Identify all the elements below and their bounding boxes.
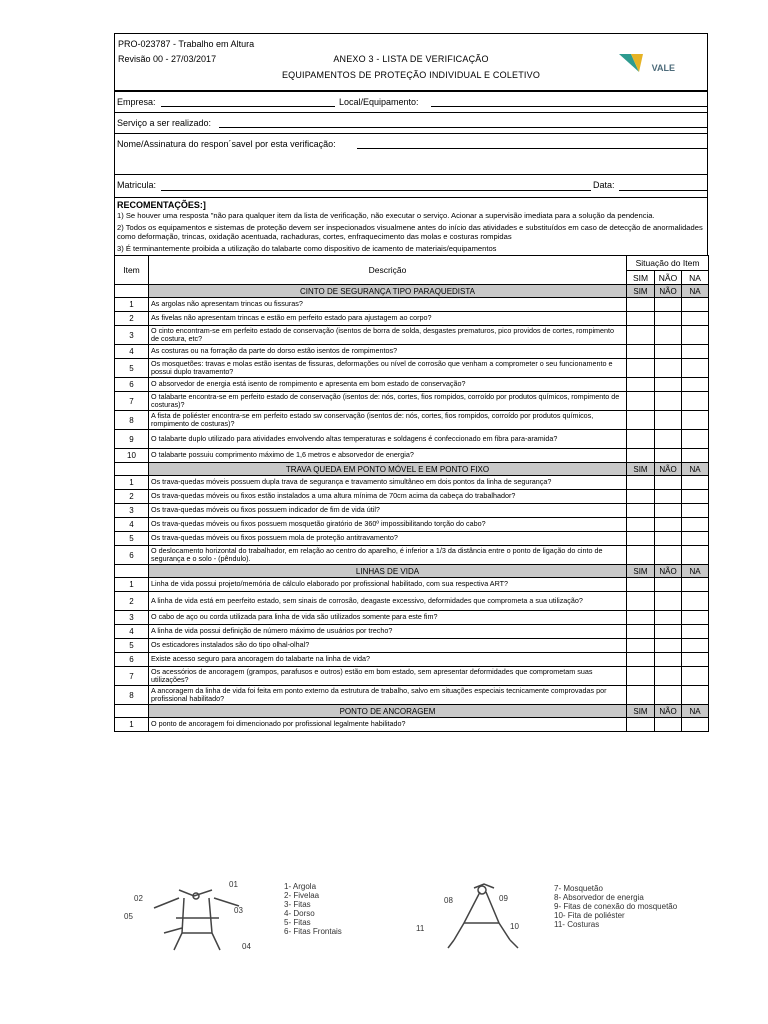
checklist-table bbox=[114, 255, 709, 732]
check-cell-na[interactable] bbox=[682, 546, 709, 565]
check-cell-nao[interactable] bbox=[655, 667, 682, 686]
check-cell-sim[interactable] bbox=[627, 312, 655, 326]
item-description: A linha de vida possui definição de número máximo de usuários por trecho? bbox=[149, 625, 627, 639]
table-row bbox=[115, 326, 709, 345]
check-cell-na[interactable] bbox=[682, 667, 709, 686]
harness-label-01: 01 bbox=[229, 880, 238, 889]
item-number: 7 bbox=[115, 392, 149, 411]
check-cell-sim[interactable] bbox=[627, 611, 655, 625]
check-cell-nao[interactable] bbox=[655, 411, 682, 430]
check-cell-sim[interactable] bbox=[627, 718, 655, 732]
lanyard-label-09: 09 bbox=[499, 894, 508, 903]
doc-subtitle: EQUIPAMENTOS DE PROTEÇÃO INDIVIDUAL E COLETIVO bbox=[281, 70, 541, 80]
item-number: 1 bbox=[115, 718, 149, 732]
item-description: Os trava-quedas móveis ou fixos possuem mola de proteção antitravamento? bbox=[149, 532, 627, 546]
section-col-sim: SIM bbox=[627, 463, 655, 476]
table-row bbox=[115, 611, 709, 625]
item-description: O ponto de ancoragem foi dimencionado por profissional legalmente habilitado? bbox=[149, 718, 627, 732]
section-col-nao: NÃO bbox=[655, 463, 682, 476]
matricula-row bbox=[115, 174, 707, 197]
item-description: O talabarte possuiu comprimento máximo de 1,6 metros e absorvedor de energia? bbox=[149, 449, 627, 463]
legend-item: 5- Fitas bbox=[284, 918, 311, 927]
item-number: 3 bbox=[115, 326, 149, 345]
harness-label-05: 05 bbox=[124, 912, 133, 921]
item-description: O cinto encontram-se em perfeito estado de conservação (isentos de borra de solda, desgastes prematuros, pico providos de cortes, rompimento de costura, etc? bbox=[149, 326, 627, 345]
item-number: 10 bbox=[115, 449, 149, 463]
empresa-field[interactable] bbox=[161, 106, 335, 107]
legend-item: 8- Absorvedor de energia bbox=[554, 893, 644, 902]
recommendations-title: RECOMENTAÇÕES:] bbox=[117, 200, 206, 210]
item-number: 1 bbox=[115, 476, 149, 490]
legend-item: 10- Fita de poliéster bbox=[554, 911, 625, 920]
item-number: 5 bbox=[115, 359, 149, 378]
col-status-header: Situação do Item bbox=[627, 256, 709, 271]
harness-label-03: 03 bbox=[234, 906, 243, 915]
item-description: A linha de vida está em peerfeito estado, sem sinais de corrosão, deagaste excessivo, deformidades que comprometa a sua utilização? bbox=[149, 592, 627, 611]
item-number: 3 bbox=[115, 504, 149, 518]
document-header bbox=[114, 33, 708, 90]
item-number: 5 bbox=[115, 639, 149, 653]
empresa-label: Empresa: bbox=[117, 97, 156, 107]
harness-label-04: 04 bbox=[242, 942, 251, 951]
data-label: Data: bbox=[593, 180, 615, 190]
check-cell-na[interactable] bbox=[682, 578, 709, 592]
table-row bbox=[115, 449, 709, 463]
recommendation-2: 2) Todos os equipamentos e sistemas de proteção devem ser inspecionados visualmene antes do início das atividades e substituídos em caso de detecção de anormalidades como deformação, trincas, oxidação acentuada, rachaduras, cortes, enfraquecimento das molas e costuras rompidas bbox=[117, 223, 703, 241]
section-header-row bbox=[115, 285, 709, 298]
check-cell-nao[interactable] bbox=[655, 546, 682, 565]
check-cell-nao[interactable] bbox=[655, 686, 682, 705]
check-cell-sim[interactable] bbox=[627, 686, 655, 705]
doc-revision: Revisão 00 - 27/03/2017 bbox=[118, 54, 217, 64]
table-row bbox=[115, 578, 709, 592]
section-col-sim: SIM bbox=[627, 565, 655, 578]
check-cell-nao[interactable] bbox=[655, 449, 682, 463]
table-row bbox=[115, 345, 709, 359]
check-cell-sim[interactable] bbox=[627, 298, 655, 312]
table-row bbox=[115, 359, 709, 378]
item-number: 4 bbox=[115, 518, 149, 532]
check-cell-nao[interactable] bbox=[655, 611, 682, 625]
item-description: Linha de vida possui projeto/memória de cálculo elaborado por profissional habilitado, com sua respectiva ART? bbox=[149, 578, 627, 592]
item-number: 6 bbox=[115, 378, 149, 392]
check-cell-nao[interactable] bbox=[655, 504, 682, 518]
col-sim-header: SIM bbox=[627, 271, 655, 285]
recommendation-1: 1) Se houver uma resposta "não para qualquer item da lista de verificação, não executar o serviço. Acionar a supervisão imediata para a solução da pendencia. bbox=[117, 211, 655, 220]
check-cell-nao[interactable] bbox=[655, 326, 682, 345]
item-description: Os acessórios de ancoragem (grampos, parafusos e outros) estão em bom estado, sem apresentar deformidades que comprometam suas utilizações? bbox=[149, 667, 627, 686]
servico-field[interactable] bbox=[219, 127, 707, 128]
item-description: As costuras ou na forração da parte do dorso estão isentos de rompimentos? bbox=[149, 345, 627, 359]
doc-code: PRO-023787 - Trabalho em Altura bbox=[118, 39, 255, 49]
check-cell-nao[interactable] bbox=[655, 532, 682, 546]
item-number: 4 bbox=[115, 625, 149, 639]
check-cell-nao[interactable] bbox=[655, 359, 682, 378]
check-cell-nao[interactable] bbox=[655, 430, 682, 449]
item-description: O absorvedor de energia está isento de rompimento e apresenta em bom estado de conservação? bbox=[149, 378, 627, 392]
check-cell-sim[interactable] bbox=[627, 592, 655, 611]
item-number: 7 bbox=[115, 667, 149, 686]
check-cell-sim[interactable] bbox=[627, 378, 655, 392]
check-cell-sim[interactable] bbox=[627, 392, 655, 411]
check-cell-sim[interactable] bbox=[627, 625, 655, 639]
table-row bbox=[115, 430, 709, 449]
item-number: 2 bbox=[115, 312, 149, 326]
section-header-row bbox=[115, 705, 709, 718]
nome-row bbox=[115, 133, 707, 174]
table-row bbox=[115, 518, 709, 532]
item-description: As argolas não apresentam trincas ou fissuras? bbox=[149, 298, 627, 312]
item-number: 6 bbox=[115, 653, 149, 667]
section-col-na: NA bbox=[682, 705, 709, 718]
check-cell-nao[interactable] bbox=[655, 653, 682, 667]
table-row bbox=[115, 532, 709, 546]
check-cell-sim[interactable] bbox=[627, 639, 655, 653]
recommendation-3: 3) É terminantemente proibida a utilização do talabarte como dispositivo de icamento de materiais/equipamentos bbox=[117, 244, 497, 253]
check-cell-na[interactable] bbox=[682, 518, 709, 532]
lanyard-label-10: 10 bbox=[510, 922, 519, 931]
legend-item: 7- Mosquetão bbox=[554, 884, 603, 893]
item-number: 6 bbox=[115, 546, 149, 565]
table-row bbox=[115, 718, 709, 732]
check-cell-na[interactable] bbox=[682, 430, 709, 449]
check-cell-sim[interactable] bbox=[627, 504, 655, 518]
section-spacer bbox=[115, 285, 149, 298]
section-title: TRAVA QUEDA EM PONTO MÓVEL E EM PONTO FIXO bbox=[149, 463, 627, 476]
check-cell-na[interactable] bbox=[682, 449, 709, 463]
section-col-na: NA bbox=[682, 463, 709, 476]
servico-row bbox=[115, 112, 707, 133]
check-cell-na[interactable] bbox=[682, 686, 709, 705]
section-col-sim: SIM bbox=[627, 285, 655, 298]
equipment-legend bbox=[114, 874, 708, 984]
check-cell-na[interactable] bbox=[682, 611, 709, 625]
section-col-na: NA bbox=[682, 285, 709, 298]
check-cell-nao[interactable] bbox=[655, 625, 682, 639]
check-cell-na[interactable] bbox=[682, 504, 709, 518]
check-cell-sim[interactable] bbox=[627, 532, 655, 546]
check-cell-nao[interactable] bbox=[655, 392, 682, 411]
item-description: O talabarte encontra-se em perfeito estado de conservação (isentos de: nós, cortes, fios rompidos, corroído por produtos químicos, rompimento de costuras)? bbox=[149, 392, 627, 411]
table-row bbox=[115, 411, 709, 430]
section-col-nao: NÃO bbox=[655, 705, 682, 718]
section-title: CINTO DE SEGURANÇA TIPO PARAQUEDISTA bbox=[149, 285, 627, 298]
item-description: Os trava-quedas móveis ou fixos estão instalados a uma altura mínima de 70cm acima da cabeça do trabalhador? bbox=[149, 490, 627, 504]
data-field[interactable] bbox=[619, 190, 707, 191]
check-cell-nao[interactable] bbox=[655, 578, 682, 592]
check-cell-na[interactable] bbox=[682, 639, 709, 653]
check-cell-nao[interactable] bbox=[655, 490, 682, 504]
check-cell-na[interactable] bbox=[682, 312, 709, 326]
check-cell-sim[interactable] bbox=[627, 667, 655, 686]
checklist-body bbox=[115, 285, 709, 732]
check-cell-sim[interactable] bbox=[627, 546, 655, 565]
check-cell-sim[interactable] bbox=[627, 449, 655, 463]
table-row bbox=[115, 298, 709, 312]
check-cell-na[interactable] bbox=[682, 718, 709, 732]
section-title: LINHAS DE VIDA bbox=[149, 565, 627, 578]
recommendations bbox=[114, 197, 708, 255]
check-cell-sim[interactable] bbox=[627, 359, 655, 378]
section-header-row bbox=[115, 565, 709, 578]
table-row bbox=[115, 686, 709, 705]
check-cell-na[interactable] bbox=[682, 326, 709, 345]
item-number: 2 bbox=[115, 490, 149, 504]
legend-left-list bbox=[284, 882, 342, 936]
legend-item: 1- Argola bbox=[284, 882, 317, 891]
legend-item: 6- Fitas Frontais bbox=[284, 927, 342, 936]
nome-field[interactable] bbox=[357, 148, 707, 149]
item-number: 4 bbox=[115, 345, 149, 359]
table-row bbox=[115, 546, 709, 565]
item-description: Existe acesso seguro para ancoragem do talabarte na linha de vida? bbox=[149, 653, 627, 667]
section-spacer bbox=[115, 705, 149, 718]
table-row bbox=[115, 490, 709, 504]
check-cell-sim[interactable] bbox=[627, 476, 655, 490]
table-row bbox=[115, 312, 709, 326]
item-number: 1 bbox=[115, 578, 149, 592]
check-cell-sim[interactable] bbox=[627, 490, 655, 504]
check-cell-nao[interactable] bbox=[655, 312, 682, 326]
item-description: O talabarte duplo utilizado para atividades envolvendo altas temperaturas e soldagens é confeccionado em fibra para-aramida? bbox=[149, 430, 627, 449]
section-header-row bbox=[115, 463, 709, 476]
logo-text: VALE bbox=[651, 63, 675, 73]
table-row bbox=[115, 667, 709, 686]
check-cell-na[interactable] bbox=[682, 625, 709, 639]
section-title: PONTO DE ANCORAGEM bbox=[149, 705, 627, 718]
check-cell-na[interactable] bbox=[682, 411, 709, 430]
table-row bbox=[115, 625, 709, 639]
local-field[interactable] bbox=[431, 106, 707, 107]
check-cell-sim[interactable] bbox=[627, 345, 655, 359]
check-cell-nao[interactable] bbox=[655, 518, 682, 532]
legend-item: 2- Fivelaa bbox=[284, 891, 320, 900]
check-cell-nao[interactable] bbox=[655, 592, 682, 611]
section-col-na: NA bbox=[682, 565, 709, 578]
annex-title: ANEXO 3 - LISTA DE VERIFICAÇÃO bbox=[333, 54, 489, 64]
check-cell-na[interactable] bbox=[682, 378, 709, 392]
section-col-sim: SIM bbox=[627, 705, 655, 718]
item-description: Os trava-quedas móveis ou fixos possuem indicador de fim de vida útil? bbox=[149, 504, 627, 518]
table-row bbox=[115, 392, 709, 411]
matricula-field[interactable] bbox=[161, 190, 591, 191]
item-description: Os esticadores instalados são do tipo olhal-olhal? bbox=[149, 639, 627, 653]
check-cell-sim[interactable] bbox=[627, 518, 655, 532]
check-cell-na[interactable] bbox=[682, 392, 709, 411]
item-number: 5 bbox=[115, 532, 149, 546]
col-item-header: Item bbox=[115, 256, 149, 285]
check-cell-sim[interactable] bbox=[627, 411, 655, 430]
col-nao-header: NÃO bbox=[655, 271, 682, 285]
col-desc-header: Descrição bbox=[149, 256, 627, 285]
check-cell-na[interactable] bbox=[682, 532, 709, 546]
legend-item: 9- Fitas de conexão do mosquetão bbox=[554, 902, 678, 911]
empresa-row bbox=[115, 91, 707, 112]
check-cell-sim[interactable] bbox=[627, 326, 655, 345]
item-description: O deslocamento horizontal do trabalhador, em relação ao centro do aparelho, é inferior a 1/3 da distância entre o ponto de ligação do cinto de segurança e o solo - (pêndulo). bbox=[149, 546, 627, 565]
servico-label: Serviço a ser realizado: bbox=[117, 118, 212, 128]
matricula-label: Matricula: bbox=[117, 180, 157, 190]
lanyard-illustration-icon bbox=[414, 878, 544, 958]
item-number: 8 bbox=[115, 411, 149, 430]
item-number: 1 bbox=[115, 298, 149, 312]
check-cell-sim[interactable] bbox=[627, 430, 655, 449]
item-number: 3 bbox=[115, 611, 149, 625]
table-row bbox=[115, 504, 709, 518]
nome-label: Nome/Assinatura do respon´savel por esta verificação: bbox=[117, 139, 336, 149]
item-description: As fivelas não apresentam trincas e estão em perfeito estado para ajustagem ao corpo? bbox=[149, 312, 627, 326]
item-description: A fista de poliéster encontra-se em perfeito estado sw conservação (isentos de: nós, cortes, fios rompidos, corroído por produtos químicos, rompimento de costuras)? bbox=[149, 411, 627, 430]
item-description: Os trava-quedas móveis possuem dupla trava de segurança e travamento simultâneo em dois pontos da linha de segurança? bbox=[149, 476, 627, 490]
item-number: 9 bbox=[115, 430, 149, 449]
legend-item: 3- Fitas bbox=[284, 900, 311, 909]
legend-right-list bbox=[554, 884, 677, 929]
lanyard-label-11: 11 bbox=[416, 924, 425, 933]
section-spacer bbox=[115, 565, 149, 578]
check-cell-nao[interactable] bbox=[655, 476, 682, 490]
col-na-header: NA bbox=[682, 271, 709, 285]
lanyard-label-08: 08 bbox=[444, 896, 453, 905]
section-col-nao: NÃO bbox=[655, 565, 682, 578]
check-cell-na[interactable] bbox=[682, 359, 709, 378]
check-cell-nao[interactable] bbox=[655, 298, 682, 312]
table-row bbox=[115, 378, 709, 392]
legend-item: 4- Dorso bbox=[284, 909, 315, 918]
item-number: 8 bbox=[115, 686, 149, 705]
item-description: Os trava-quedas móveis ou fixos possuem mosquetão giratório de 360º impossibilitando torção do cabo? bbox=[149, 518, 627, 532]
item-description: Os mosquetões: travas e molas estão isentas de fissuras, deformações ou nível de corrosão que venham a comprometer o seu funcionamento e possui duplo travamento? bbox=[149, 359, 627, 378]
form-section bbox=[114, 90, 708, 197]
table-row bbox=[115, 639, 709, 653]
table-row bbox=[115, 592, 709, 611]
legend-item: 11- Costuras bbox=[554, 920, 600, 929]
check-cell-sim[interactable] bbox=[627, 653, 655, 667]
check-cell-nao[interactable] bbox=[655, 718, 682, 732]
check-cell-nao[interactable] bbox=[655, 378, 682, 392]
check-cell-nao[interactable] bbox=[655, 345, 682, 359]
check-cell-nao[interactable] bbox=[655, 639, 682, 653]
check-cell-na[interactable] bbox=[682, 298, 709, 312]
harness-label-02: 02 bbox=[134, 894, 143, 903]
local-label: Local/Equipamento: bbox=[339, 97, 419, 107]
check-cell-na[interactable] bbox=[682, 653, 709, 667]
checklist-page bbox=[114, 33, 708, 732]
check-cell-na[interactable] bbox=[682, 345, 709, 359]
item-number: 2 bbox=[115, 592, 149, 611]
section-spacer bbox=[115, 463, 149, 476]
table-row bbox=[115, 476, 709, 490]
item-description: O cabo de aço ou corda utilizada para linha de vida são utilizados somente para este fim? bbox=[149, 611, 627, 625]
check-cell-sim[interactable] bbox=[627, 578, 655, 592]
item-description: A ancoragem da linha de vida foi feita em ponto externo da estrutura de trabalho, salvo em situações especiais tecnicamente comprovadas por profissional habilitado? bbox=[149, 686, 627, 705]
check-cell-na[interactable] bbox=[682, 592, 709, 611]
check-cell-na[interactable] bbox=[682, 490, 709, 504]
section-col-nao: NÃO bbox=[655, 285, 682, 298]
table-row bbox=[115, 653, 709, 667]
check-cell-na[interactable] bbox=[682, 476, 709, 490]
